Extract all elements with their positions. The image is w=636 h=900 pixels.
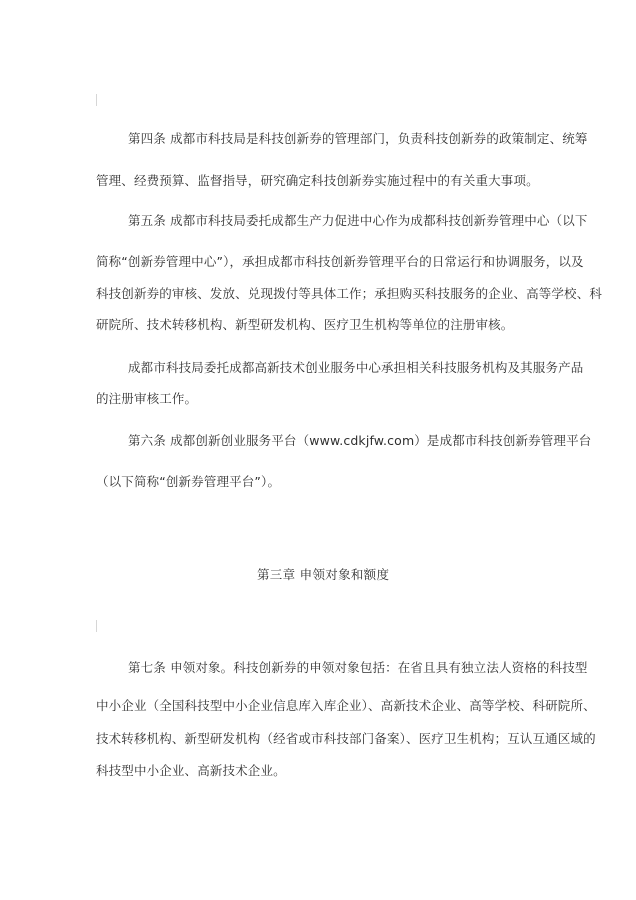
article-5-line-4: 研院所、技术转移机构、新型研发机构、医疗卫生机构等单位的注册审核。 [96, 317, 514, 332]
article-5-line-2: 简称“创新券管理中心”），承担成都市科技创新券管理平台的日常运行和协调服务，以及 [96, 254, 584, 269]
scan-mark-top [96, 94, 97, 106]
article-7-line-2: 中小企业（全国科技型中小企业信息库入库企业）、高新技术企业、高等学校、科研院所、 [96, 698, 596, 713]
article-6-line-2: （以下简称“创新券管理平台”）。 [96, 474, 281, 489]
article-4-line-1: 第四条 成都市科技局是科技创新券的管理部门，负责科技创新券的政策制定、统筹 [128, 131, 588, 146]
article-7-line-1: 第七条 申领对象。科技创新券的申领对象包括：在省且具有独立法人资格的科技型 [128, 660, 588, 675]
delegation-line-1: 成都市科技局委托成都高新技术创业服务中心承担相关科技服务机构及其服务产品 [128, 360, 584, 375]
article-5-line-3: 科技创新券的审核、发放、兑现拨付等具体工作；承担购买科技服务的企业、高等学校、科 [96, 286, 603, 301]
article-7-line-4: 科技型中小企业、高新技术企业。 [96, 763, 286, 778]
article-4-line-2: 管理、经费预算、监督指导，研究确定科技创新券实施过程中的有关重大事项。 [96, 173, 539, 188]
article-5-line-1: 第五条 成都市科技局委托成都生产力促进中心作为成都科技创新券管理中心（以下 [128, 213, 588, 228]
chapter-3-heading: 第三章 申领对象和额度 [257, 567, 390, 582]
scan-mark-middle [96, 620, 97, 632]
article-6-line-1: 第六条 成都创新创业服务平台（www.cdkjfw.com）是成都市科技创新券管理平台 [128, 433, 592, 448]
article-7-line-3: 技术转移机构、新型研发机构（经省或市科技部门备案）、医疗卫生机构；互认互通区域的 [96, 731, 596, 746]
delegation-line-2: 的注册审核工作。 [96, 391, 198, 406]
